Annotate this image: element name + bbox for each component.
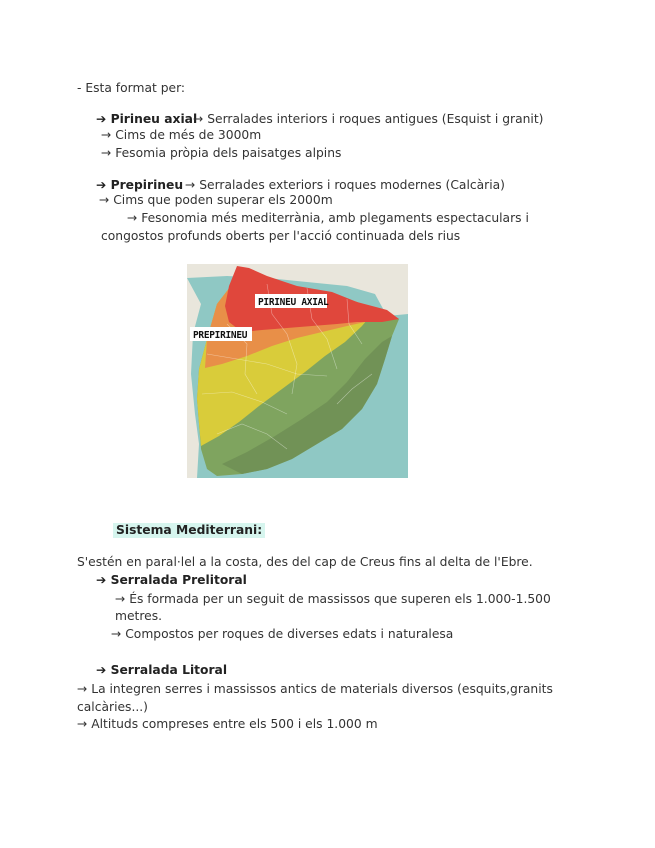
mediterrani-title: Sistema Mediterrani:	[113, 523, 265, 538]
map-label-pirineu-axial: PIRINEU AXIAL	[258, 297, 329, 308]
catalonia-relief-map	[187, 264, 408, 478]
litoral-line-1b: calcàries...)	[77, 700, 148, 714]
prepirineu-label: ➔ Prepirineu	[96, 178, 184, 192]
pirineu-axial-label: ➔ Pirineu axial	[96, 112, 198, 126]
prepirineu-desc: → Serralades exteriors i roques modernes (Calcària)	[185, 178, 505, 192]
mediterrani-title-wrap	[113, 522, 265, 538]
prepirineu-line-3: congostos profunds oberts per l'acció continuada dels rius	[101, 229, 461, 243]
prelitoral-line-1b: metres.	[115, 609, 163, 623]
prepirineu-line-1: → Cims que poden superar els 2000m	[99, 193, 333, 207]
litoral-label: ➔ Serralada Litoral	[96, 663, 228, 677]
map-label-prepirineu: PREPIRINEU	[193, 330, 248, 341]
prelitoral-line-2: → Compostos per roques de diverses edats i naturalesa	[111, 627, 454, 641]
mediterrani-intro: S'estén en paral·lel a la costa, des del cap de Creus fins al delta de l'Ebre.	[77, 555, 533, 569]
prepirineu-line-2: → Fesonomia més mediterrània, amb plegaments espectaculars i	[127, 211, 529, 225]
intro-text: - Esta format per:	[77, 81, 186, 95]
prelitoral-line-1: → És formada per un seguit de massissos que superen els 1.000-1.500	[115, 592, 551, 606]
pirineu-axial-line-2: → Fesomia pròpia dels paisatges alpins	[101, 146, 342, 160]
litoral-line-1: → La integren serres i massissos antics de materials diversos (esquits,granits	[77, 682, 553, 696]
prelitoral-label: ➔ Serralada Prelitoral	[96, 573, 247, 587]
pirineu-axial-desc: → Serralades interiors i roques antigues (Esquist i granit)	[193, 112, 544, 126]
litoral-line-2: → Altituds compreses entre els 500 i els 1.000 m	[77, 717, 378, 731]
pirineu-axial-line-1: → Cims de més de 3000m	[101, 128, 262, 142]
